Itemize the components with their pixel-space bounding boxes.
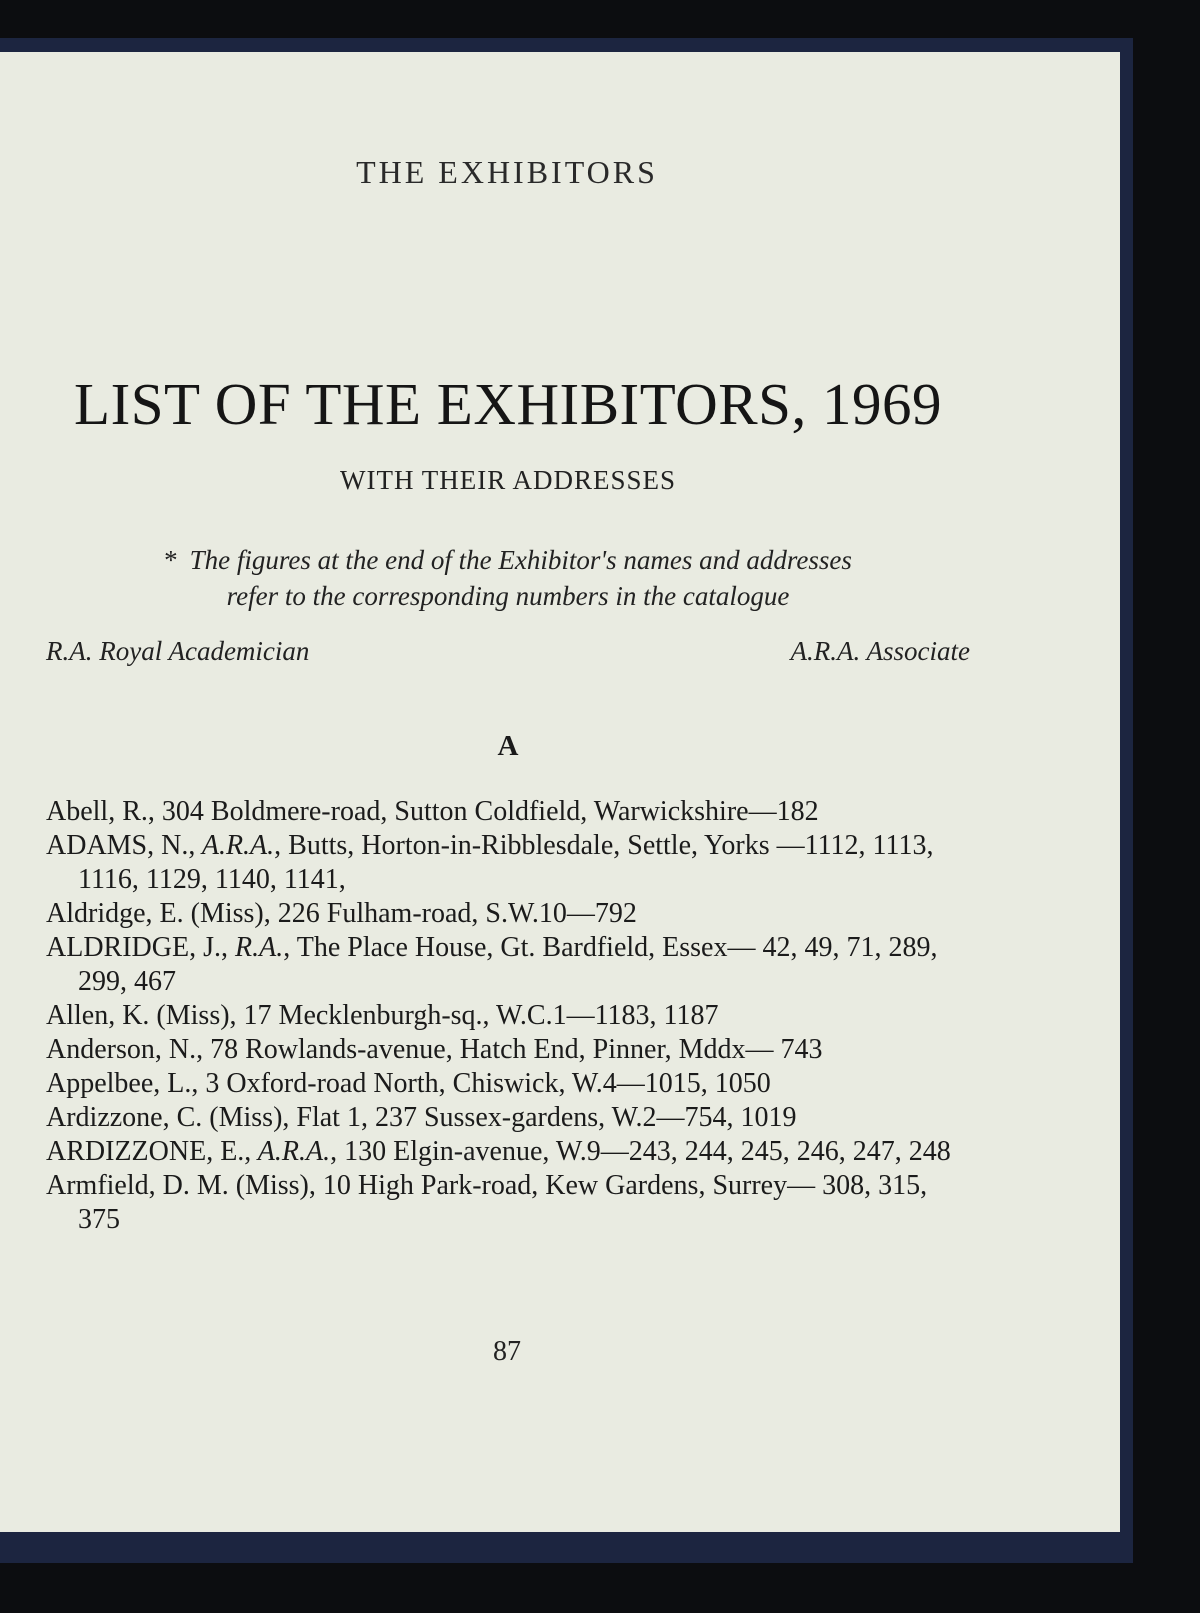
entry-name: Allen, K. (Miss), bbox=[46, 1000, 237, 1031]
entry-numbers: —1015, 1050 bbox=[616, 1068, 771, 1099]
entry-address: 304 Boldmere-road, Sutton Coldfield, Warwickshire bbox=[154, 796, 749, 827]
list-item bbox=[46, 829, 976, 897]
note-line-2: refer to the corresponding numbers in the catalogue bbox=[226, 581, 790, 611]
page-number: 87 bbox=[493, 1336, 521, 1367]
list-item bbox=[46, 931, 976, 999]
entry-name: ALDRIDGE, J., bbox=[46, 932, 228, 963]
list-item bbox=[46, 897, 976, 931]
entry-rank: R.A. bbox=[228, 932, 284, 963]
entry-address: 78 Rowlands-avenue, Hatch End, Pinner, Mddx bbox=[203, 1034, 746, 1065]
entry-name: Armfield, D. M. (Miss), bbox=[46, 1170, 316, 1201]
entry-address: , The Place House, Gt. Bardfield, Essex bbox=[283, 932, 728, 963]
entry-numbers: — 743 bbox=[745, 1034, 823, 1065]
abbreviation-key bbox=[46, 636, 970, 667]
entry-address: Flat 1, 237 Sussex-gardens, W.2 bbox=[289, 1102, 657, 1133]
entry-address: 10 High Park-road, Kew Gardens, Surrey bbox=[315, 1170, 788, 1201]
entry-address: 17 Mecklenburgh-sq., W.C.1 bbox=[236, 1000, 567, 1031]
asterisk-marker: * bbox=[164, 545, 178, 575]
list-item bbox=[46, 1033, 976, 1067]
running-head: THE EXHIBITORS bbox=[356, 154, 658, 190]
entry-numbers: —243, 244, 245, 246, 247, 248 bbox=[600, 1136, 951, 1167]
entry-address: , Butts, Horton-in-Ribblesdale, Settle, Yorks bbox=[274, 830, 770, 861]
entry-name: Anderson, N., bbox=[46, 1034, 204, 1065]
entry-numbers: —182 bbox=[748, 796, 819, 827]
list-item bbox=[46, 1169, 976, 1237]
page-title: LIST OF THE EXHIBITORS, 1969 bbox=[74, 371, 942, 437]
entry-numbers: —754, 1019 bbox=[656, 1102, 797, 1133]
entry-address: 3 Oxford-road North, Chiswick, W.4 bbox=[198, 1068, 617, 1099]
entry-name: Appelbee, L., bbox=[46, 1068, 199, 1099]
exhibitor-list bbox=[46, 795, 976, 1237]
entry-address: , 130 Elgin-avenue, W.9 bbox=[330, 1136, 601, 1167]
entry-name: Aldridge, E. (Miss), bbox=[46, 898, 271, 929]
entry-name: ADAMS, N., bbox=[46, 830, 196, 861]
list-item bbox=[46, 1135, 976, 1169]
entry-rank: A.R.A. bbox=[251, 1136, 331, 1167]
list-item bbox=[46, 1067, 976, 1101]
note-line-1 bbox=[46, 542, 970, 578]
explanatory-note bbox=[46, 542, 970, 614]
section-letter: A bbox=[497, 730, 519, 762]
entry-numbers: — 308, 315, 375 bbox=[78, 1170, 928, 1235]
entry-name: Ardizzone, C. (Miss), bbox=[46, 1102, 290, 1133]
entry-numbers: — 42, 49, 71, 289, 299, 467 bbox=[78, 932, 938, 997]
entry-name: Abell, R., bbox=[46, 796, 155, 827]
entry-address: 226 Fulham-road, S.W.10 bbox=[270, 898, 567, 929]
list-item bbox=[46, 795, 976, 829]
entry-numbers: —1112, 1113, 1116, 1129, 1140, 1141, bbox=[78, 830, 934, 895]
book-page bbox=[0, 52, 1120, 1532]
list-item bbox=[46, 1101, 976, 1135]
page-subtitle: WITH THEIR ADDRESSES bbox=[339, 465, 676, 495]
entry-numbers: —1183, 1187 bbox=[566, 1000, 719, 1031]
abbr-associate: A.R.A. Associate bbox=[790, 636, 970, 666]
entry-rank: A.R.A. bbox=[195, 830, 275, 861]
entry-name: ARDIZZONE, E., bbox=[46, 1136, 252, 1167]
abbr-royal-academician: R.A. Royal Academician bbox=[46, 636, 310, 666]
note-text-1: The figures at the end of the Exhibitor's names and addresses bbox=[189, 545, 852, 575]
entry-numbers: —792 bbox=[566, 898, 637, 929]
list-item bbox=[46, 999, 976, 1033]
